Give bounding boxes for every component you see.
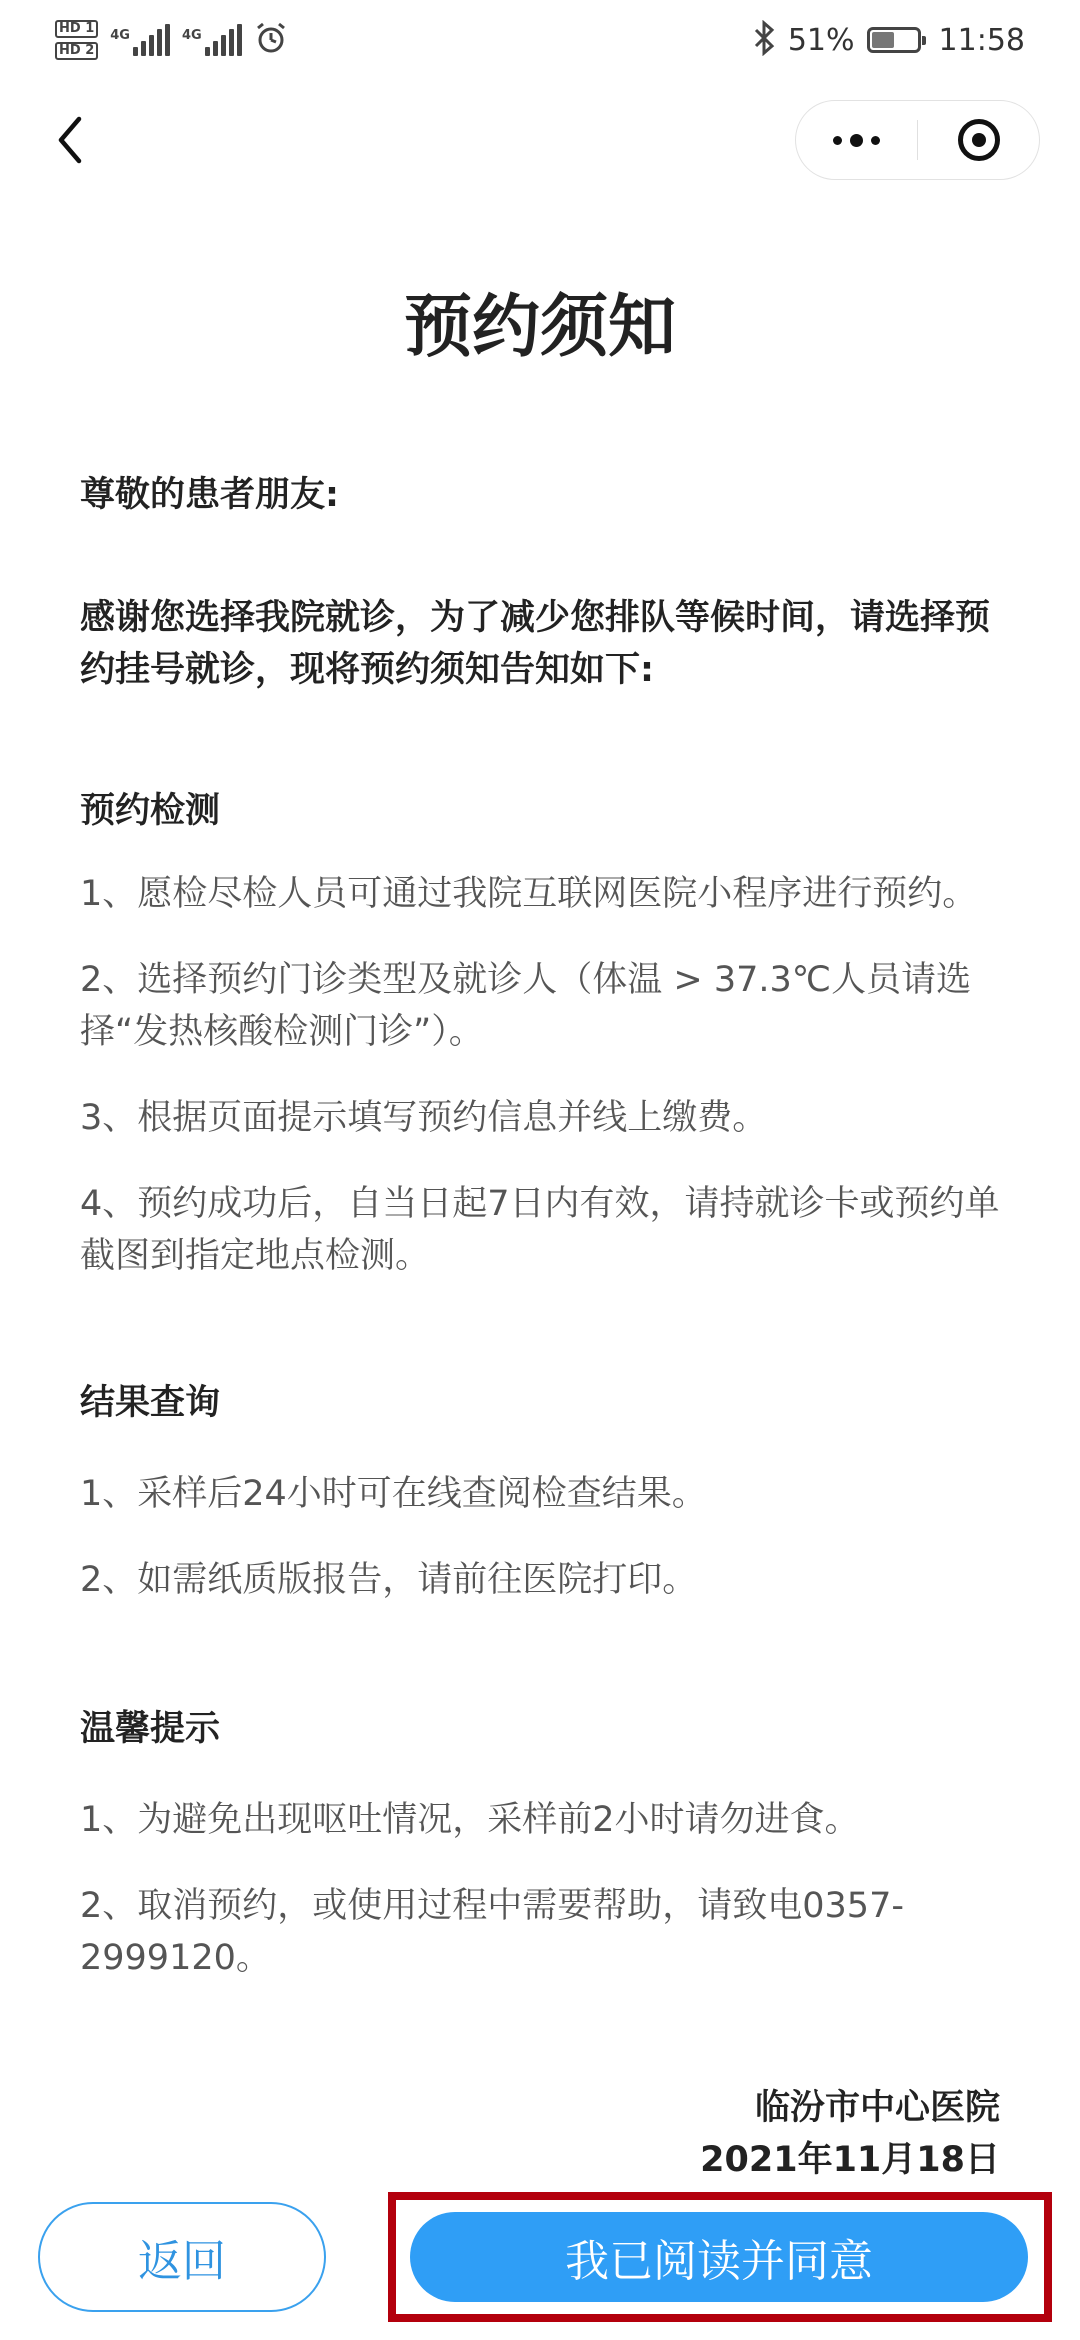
back-arrow-icon[interactable] [40, 110, 100, 170]
signal-bars-icon [205, 24, 242, 56]
intro-paragraph: 感谢您选择我院就诊，为了减少您排队等候时间，请选择预约挂号就诊，现将预约须知告知如下: [80, 598, 991, 690]
status-left [55, 20, 288, 60]
list-item: 1、愿检尽检人员可通过我院互联网医院小程序进行预约。 [80, 874, 978, 914]
signature-date: 2021年11月18日 [700, 2140, 1000, 2180]
back-button[interactable]: 返回 [38, 2202, 326, 2312]
status-bar [0, 0, 1080, 80]
agree-button[interactable]: 我已阅读并同意 [410, 2212, 1028, 2302]
section-tips [80, 1704, 1000, 1984]
battery-percent: 51% [787, 22, 855, 58]
signal-2 [182, 24, 242, 56]
page-title: 预约须知 [403, 288, 676, 367]
section-heading: 结果查询 [80, 1383, 221, 1423]
bottom-action-bar [0, 2188, 1080, 2340]
section-heading: 温馨提示 [80, 1709, 221, 1749]
list-item: 2、如需纸质版报告，请前往医院打印。 [80, 1560, 698, 1600]
list-item: 2、取消预约，或使用过程中需要帮助，请致电0357-2999120。 [80, 1886, 904, 1978]
signal-1 [110, 24, 170, 56]
notice-content [80, 200, 1000, 2186]
battery-fill [872, 32, 894, 48]
bluetooth-icon [752, 20, 776, 60]
network-type-1: 4G [110, 28, 130, 43]
hd2-badge: HD 2 [55, 42, 98, 60]
section-results [80, 1378, 1000, 1606]
list-item: 4、预约成功后，自当日起7日内有效，请持就诊卡或预约单截图到指定地点检测。 [80, 1184, 1000, 1276]
alarm-icon [254, 21, 288, 59]
section-booking [80, 786, 1000, 1282]
battery-charging-icon [867, 27, 921, 53]
list-item: 1、采样后24小时可在线查阅检查结果。 [80, 1474, 707, 1514]
signal-bars-icon [133, 24, 170, 56]
clock: 11:58 [938, 22, 1025, 58]
hd1-badge: HD 1 [55, 20, 98, 38]
more-dots-icon [833, 134, 880, 147]
signature-org: 临汾市中心医院 [754, 2088, 1000, 2128]
status-right [752, 20, 1025, 60]
more-button[interactable] [796, 101, 917, 179]
signature [80, 2082, 1000, 2186]
list-item: 3、根据页面提示填写预约信息并线上缴费。 [80, 1098, 768, 1138]
list-item: 1、为避免出现呕吐情况，采样前2小时请勿进食。 [80, 1800, 860, 1840]
greeting: 尊敬的患者朋友: [80, 475, 339, 515]
nav-bar [0, 80, 1080, 200]
mini-program-capsule [795, 100, 1040, 180]
list-item: 2、选择预约门诊类型及就诊人（体温 > 37.3℃人员请选择“发热核酸检测门诊”）。 [80, 960, 972, 1052]
close-button[interactable] [918, 101, 1039, 179]
section-heading: 预约检测 [80, 791, 221, 831]
network-type-2: 4G [181, 28, 202, 43]
hd-stack [55, 20, 98, 60]
close-target-icon [958, 119, 1000, 161]
